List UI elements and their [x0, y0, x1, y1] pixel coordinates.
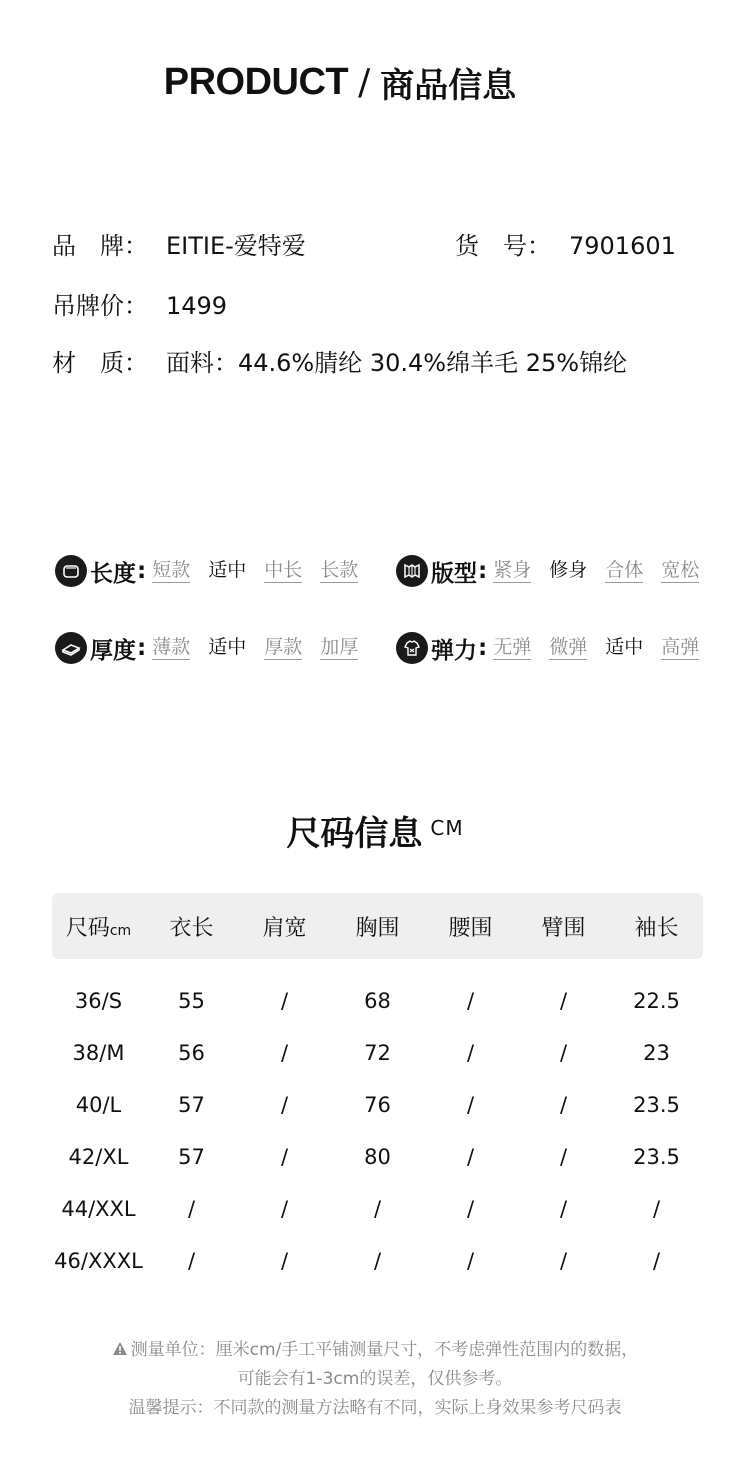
table-cell: 57	[178, 1093, 205, 1117]
measurement-notes	[0, 1336, 750, 1423]
table-cell: /	[280, 1197, 289, 1221]
table-cell: 44/XXL	[61, 1197, 136, 1221]
table-header-cell: 胸围	[355, 915, 400, 941]
attribute-row-2	[55, 630, 715, 666]
table-cell: 56	[178, 1041, 205, 1065]
elasticity-icon	[396, 632, 428, 664]
elasticity-option[interactable]: 适中	[605, 636, 644, 658]
price-row	[52, 286, 227, 321]
table-cell: /	[652, 1197, 661, 1221]
elasticity-option[interactable]: 无弹	[493, 636, 532, 658]
table-cell: 23	[643, 1041, 670, 1065]
thickness-option[interactable]: 加厚	[320, 636, 359, 658]
page-header	[0, 58, 750, 107]
thickness-option[interactable]: 适中	[208, 636, 247, 658]
table-cell: /	[559, 1093, 568, 1117]
table-row	[52, 1235, 703, 1287]
material-value: 面料：44.6%腈纶 30.4%绵羊毛 25%锦纶	[166, 349, 628, 377]
table-cell: /	[466, 1041, 475, 1065]
material-label: 材 质：	[52, 349, 148, 377]
price-label: 吊牌价：	[52, 292, 148, 320]
table-header-unit: cm	[109, 922, 132, 939]
table-cell: /	[373, 1197, 382, 1221]
table-cell: /	[280, 1041, 289, 1065]
fabric-thickness-icon	[55, 632, 87, 664]
table-cell: 72	[364, 1041, 391, 1065]
table-cell: 76	[364, 1093, 391, 1117]
elasticity-option[interactable]: 微弹	[549, 636, 588, 658]
fit-options	[493, 559, 699, 583]
table-cell: /	[559, 1041, 568, 1065]
table-cell: /	[466, 1093, 475, 1117]
note-line-3: 温馨提示：不同款的测量方法略有不同，实际上身效果参考尺码表	[128, 1398, 622, 1418]
size-title-unit: CM	[430, 816, 464, 840]
table-header-cell: 衣长	[169, 915, 214, 941]
garment-fit-icon	[396, 555, 428, 587]
thickness-colon: :	[137, 635, 147, 661]
length-attribute	[55, 553, 358, 589]
size-table	[52, 893, 703, 1287]
table-cell: /	[373, 1249, 382, 1273]
elasticity-attribute	[396, 630, 699, 666]
brand-label: 品 牌：	[52, 232, 148, 260]
thickness-label: 厚度	[90, 637, 136, 664]
note-line-2: 可能会有1-3cm的误差，仅供参考。	[237, 1369, 513, 1389]
material-row	[52, 343, 627, 378]
warning-icon	[112, 1341, 128, 1356]
table-cell: /	[466, 1249, 475, 1273]
table-cell: 68	[364, 989, 391, 1013]
table-cell: 42/XL	[68, 1145, 129, 1169]
fit-option[interactable]: 紧身	[493, 559, 532, 581]
length-options	[152, 559, 358, 583]
brand-value: EITIE-爱特爱	[166, 232, 306, 260]
table-header-cell: 臂围	[541, 915, 586, 941]
fit-attribute	[396, 553, 699, 589]
table-cell: /	[280, 1249, 289, 1273]
elasticity-options	[493, 636, 699, 660]
thickness-option[interactable]: 厚款	[264, 636, 303, 658]
header-separator: /	[358, 62, 371, 103]
table-header-label: 尺码	[65, 915, 110, 941]
table-cell: 80	[364, 1145, 391, 1169]
attribute-row-1	[55, 553, 715, 589]
garment-length-icon	[55, 555, 87, 587]
table-cell: 46/XXXL	[54, 1249, 143, 1273]
table-row	[52, 1183, 703, 1235]
table-cell: /	[559, 1249, 568, 1273]
sku-value: 7901601	[569, 232, 676, 260]
size-title-text: 尺码信息	[286, 814, 423, 854]
table-cell: 57	[178, 1145, 205, 1169]
fit-label: 版型	[431, 560, 477, 587]
elasticity-colon: :	[478, 635, 488, 661]
table-cell: /	[559, 1145, 568, 1169]
table-cell: 23.5	[633, 1093, 680, 1117]
thickness-attribute	[55, 630, 358, 666]
table-row	[52, 975, 703, 1027]
sku-label: 货 号：	[455, 232, 551, 260]
thickness-options	[152, 636, 358, 660]
size-table-header	[52, 893, 703, 959]
length-option[interactable]: 中长	[264, 559, 303, 581]
note-line-1	[0, 1336, 750, 1365]
brand-row	[52, 226, 306, 261]
table-cell: 23.5	[633, 1145, 680, 1169]
header-title-en: PRODUCT	[163, 61, 349, 103]
table-row	[52, 1027, 703, 1079]
elasticity-option[interactable]: 高弹	[661, 636, 700, 658]
sku-row	[455, 226, 676, 261]
table-cell: /	[280, 1145, 289, 1169]
table-cell: /	[559, 989, 568, 1013]
table-cell: 38/M	[72, 1041, 125, 1065]
table-cell: /	[187, 1249, 196, 1273]
table-cell: /	[280, 989, 289, 1013]
table-cell: 36/S	[74, 989, 123, 1013]
length-colon: :	[137, 558, 147, 584]
length-option[interactable]: 适中	[208, 559, 247, 581]
table-cell: 22.5	[633, 989, 680, 1013]
price-value: 1499	[166, 292, 228, 320]
fit-colon: :	[478, 558, 488, 584]
table-header-cell: 肩宽	[262, 915, 307, 941]
table-cell: /	[187, 1197, 196, 1221]
table-header-cell	[52, 911, 145, 942]
size-table-body	[52, 975, 703, 1287]
table-cell: 40/L	[75, 1093, 122, 1117]
table-row	[52, 1079, 703, 1131]
note-text-1: 测量单位：厘米cm/手工平铺测量尺寸，不考虑弹性范围内的数据，	[130, 1340, 639, 1360]
table-cell: /	[280, 1093, 289, 1117]
length-option[interactable]: 长款	[320, 559, 359, 581]
fit-option[interactable]: 合体	[605, 559, 644, 581]
table-header-cell: 腰围	[448, 915, 493, 941]
table-cell: /	[466, 1145, 475, 1169]
table-cell: /	[559, 1197, 568, 1221]
table-cell: /	[652, 1249, 661, 1273]
table-cell: /	[466, 989, 475, 1013]
fit-option[interactable]: 宽松	[661, 559, 700, 581]
table-cell: 55	[178, 989, 205, 1013]
table-header-cell: 袖长	[634, 915, 679, 941]
elasticity-label: 弹力	[431, 637, 477, 664]
header-title-cn: 商品信息	[380, 66, 517, 106]
size-section-title	[0, 806, 750, 855]
table-cell: /	[466, 1197, 475, 1221]
thickness-option[interactable]: 薄款	[152, 636, 191, 658]
length-label: 长度	[90, 560, 136, 587]
length-option[interactable]: 短款	[152, 559, 191, 581]
fit-option[interactable]: 修身	[549, 559, 588, 581]
table-row	[52, 1131, 703, 1183]
